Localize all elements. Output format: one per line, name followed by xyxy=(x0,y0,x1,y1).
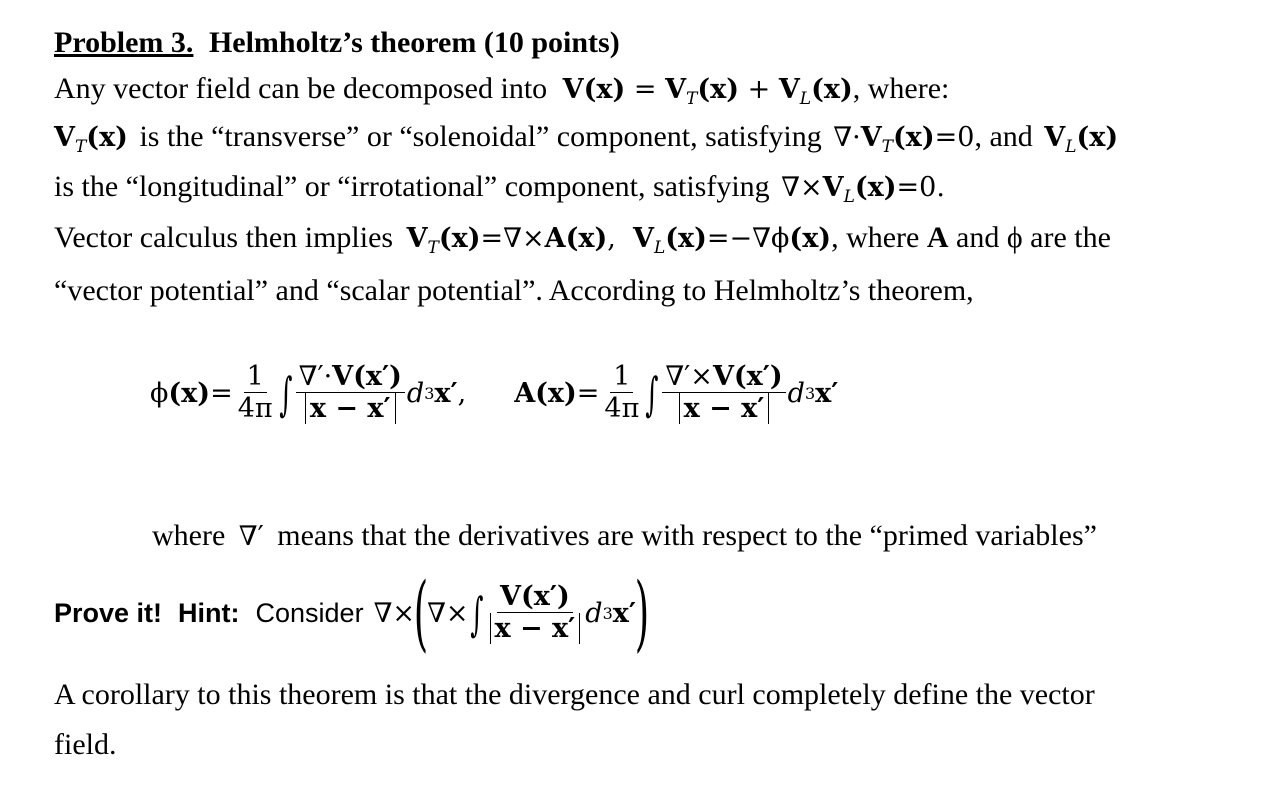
decomposition-equation: $V(x) = V_T(x) + V_L(x)$ xyxy=(562,74,853,109)
where-text: , where xyxy=(831,221,920,254)
problem-subject: Helmholtz’s theorem (10 points) xyxy=(208,26,620,59)
intro-line-4 xyxy=(54,219,1111,267)
where-word: where xyxy=(152,519,226,552)
hint-expression: ∇× ( ∇× ∫ $\frac{V(x')}{x - x'}$ d 3 x′ ) xyxy=(373,566,650,661)
longitudinal-text: is the “longitudinal” or “irrotational” component, satisfying xyxy=(54,170,770,203)
hint-line xyxy=(54,566,648,661)
potentials-text: “vector potential” and “scalar potential”. According to Helmholtz’s theorem, xyxy=(54,274,974,307)
phi-symbol: ϕ xyxy=(1006,221,1023,254)
vt-symbol: $V_T(x)$ xyxy=(54,122,128,157)
transverse-text: is the “transverse” or “solenoidal” component, satisfying xyxy=(139,120,822,153)
intro-line-1 xyxy=(54,70,949,118)
prove-it: Prove it! xyxy=(54,598,163,628)
and-word: and xyxy=(956,221,1000,254)
and-text: , and xyxy=(974,120,1033,153)
intro-line-2 xyxy=(54,118,1118,166)
corollary-text-1: A corollary to this theorem is that the divergence and curl completely define the vector xyxy=(54,678,1095,711)
intro-line-5 xyxy=(54,272,974,310)
divergence-condition: $\nabla\cdot V_T(x)=0$ xyxy=(833,122,975,157)
potential-relations: $V_T(x)=\nabla\times A(x)$, $V_L(x)=-\nabla\phi(x)$ xyxy=(406,223,832,258)
corollary-line-1 xyxy=(54,676,1095,714)
phi-equation: ϕ (x) = $\frac{1}{4\pi}$ ∫ $\frac{\nabla'\cdot V(x')}{x - x'}$ d 3 x′ , xyxy=(150,361,467,424)
are-the-text: are the xyxy=(1030,221,1111,254)
helmholtz-equations xyxy=(150,362,838,425)
problem-title xyxy=(54,24,620,62)
nabla-prime: ∇′ xyxy=(238,521,264,552)
gradient-note-text: means that the derivatives are with respect to the “primed variables” xyxy=(277,519,1097,552)
gradient-note xyxy=(152,517,1097,556)
a-equation: A(x) = $\frac{1}{4\pi}$ ∫ $\frac{\nabla'\times V(x')}{x - x'}$ d 3 x′ xyxy=(514,361,839,424)
corollary-line-2 xyxy=(54,726,116,764)
curl-condition: $\nabla\times V_L(x)=0$. xyxy=(781,172,945,207)
intro-text-b: , where: xyxy=(852,72,950,105)
problem-number: Problem 3. xyxy=(54,26,194,59)
corollary-text-2: field. xyxy=(54,728,117,761)
a-symbol: A xyxy=(926,221,949,254)
hint-label: Hint: xyxy=(178,598,240,628)
consider-text: Consider xyxy=(255,598,364,628)
intro-text-a: Any vector field can be decomposed into xyxy=(54,72,548,105)
vl-symbol: $V_L(x)$ xyxy=(1044,122,1119,157)
implies-text: Vector calculus then implies xyxy=(54,221,394,254)
intro-line-3 xyxy=(54,168,945,216)
